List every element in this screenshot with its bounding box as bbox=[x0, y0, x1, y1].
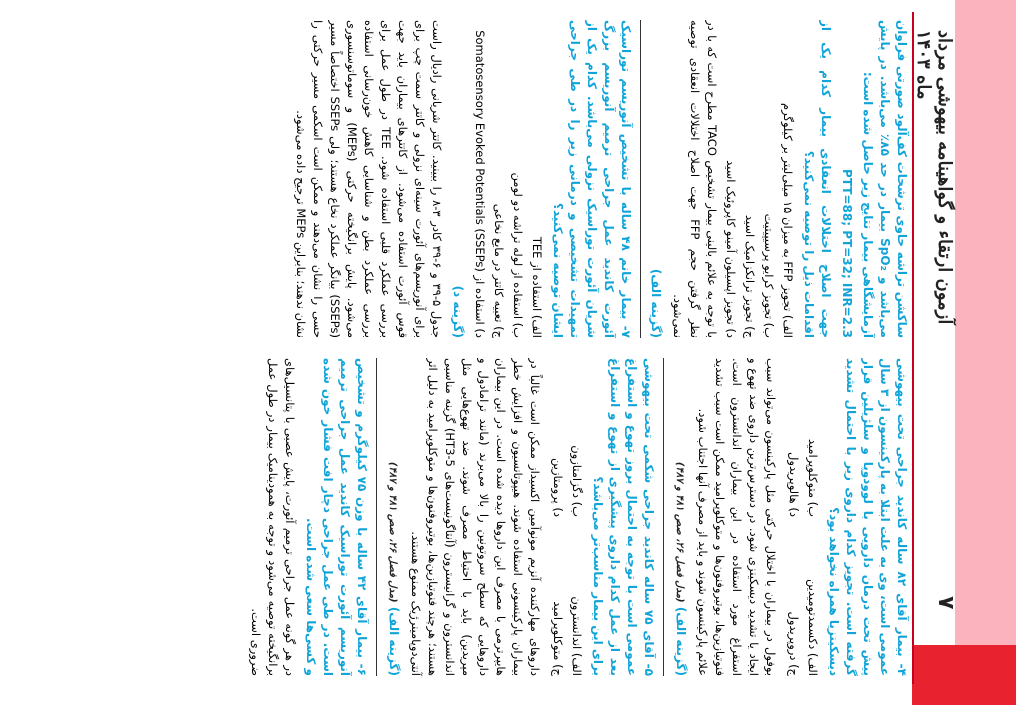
question-3-intro: ساکشن تراشه حاوی ترشحات کف‌آلود صورتی فراوان می‌باشد و SpO₂ بیمار در حد ۸۵٪ می‌باشد. در پایش آزمایشگاهی بیمار نتایج زیر حاصل شده است: bbox=[861, 20, 909, 338]
header-rule bbox=[912, 12, 914, 684]
decorative-corner-block bbox=[912, 645, 1016, 705]
option: ب) تجویز کرایو پرسیپیتیت bbox=[762, 213, 776, 338]
question-5-explanation: داروهای مهارکننده آنزیم مونوآمین اکسیداز ممکن است غالباً در بیماران پارکینسونی استفاده شوند. هیپوتانسیون و افزایش خطر هایپرترمی با مصرف این داروها دیده شده است. در این بیماران داروهایی که سطح سروتونین را بالا می‌برند (مانند ترامادول و مپریدین) باید با احتیاط مصرف شوند. ضد تهوع‌هایی مثل اندانسترون و گرانیسترون (آنتاگونیست‌های 5-HT3) گزینه مناسبی هستند؛ هرچند فنوتیازین‌ها، بوتیروفنون‌ها و متوکلوپرامید به دلیل اثر آنتی‌دوپامینرژیک ممنوع هستند. bbox=[409, 358, 542, 676]
question-7-title: ۷- بیمار خانم ۴۸ ساله با تشخیص آنوریسم توراسیک آئورت کاندید عمل جراحی ترمیم آنوریسم بزرگ شریان آئورت توراسیک نزولی می‌باشد. کدام یک از تمهیدات تشخیصی و درمانی زیر را در طی جراحی ایشان توصیه نمی‌کنید؟ bbox=[551, 20, 633, 338]
column-right bbox=[60, 358, 910, 676]
option: ج) تعبیه کاتتر در مایع نخاعی bbox=[492, 203, 506, 338]
question-5-answer bbox=[383, 358, 403, 676]
question-7-answer: (گزینه د) bbox=[451, 285, 465, 338]
question-3-question: جهت اصلاح اختلالات انعقادی بیمار کدام یک از اقدامات ذیل را توصیه نمی‌کنید؟ bbox=[802, 20, 833, 338]
question-3-options bbox=[722, 20, 796, 338]
question-3-answer: (گزینه الف) bbox=[649, 268, 663, 338]
question-6-text: در هر گونه عمل جراحی ترمیم آئورت، پایش عصبی با پتانسیل‌های برانگیخته توصیه می‌شود و توجه به همودینامیک بیمار در طول عمل ضروری است. bbox=[249, 358, 297, 676]
column-left bbox=[60, 20, 910, 338]
reference: (مدل فصل ۲۶، صص ۴۸۱ و ۴۸۷) bbox=[387, 461, 398, 603]
option: ج) تجویز ترانکزامیک اسید bbox=[743, 214, 757, 338]
reference: (مدل فصل ۲۶، صص ۴۸۱ و ۴۸۷) bbox=[674, 461, 685, 603]
option: الف) تجویز FFP به میزان ۱۵ میلی‌لیتر بر کیلوگرم bbox=[781, 103, 795, 338]
option: الف) استفاده از TEE bbox=[530, 236, 544, 338]
question-7-explanation: جدول ۵-۳۹ و ۶-۳۹ کادر ۳-۸ را ببینید. کاتتر شریانی رادیال راست برای آنوریسم‌های آئورت سینه‌ای نزولی و کاتتر سمت چپ برای قوس آئورت استفاده می‌شود. از کاتترهای بیماران باید جهت بررسی عملکرد قلبی استفاده شود. TEE در طول عمل برای بررسی عملکرد بطن و شناسایی کاهش خون‌رسانی استفاده می‌شود. پایش برانگیخته حرکتی (MEPs) و سوماتوسنسوری (SSEPs) بیانگر عملکرد نخاع هستند؛ ولی SSEPs اختصاصاً مسیر حسی را نشان می‌دهند و ممکن است اسکمی مسیر حرکتی را نشان ندهند؛ بنابراین MEPs ترجیح داده می‌شود. bbox=[294, 20, 444, 338]
option: ج) دروپریدول bbox=[787, 611, 801, 676]
question-4-options bbox=[783, 358, 821, 676]
question-4-explanation: بوفول در بیماران با اختلال حرکتی مثل پارکینسون می‌تواند سبب ایجاد یا تشدید دیسکینزی شود. در دسترس‌ترین داروی ضد تهوع و استفراغ مورد استفاده در این بیماران اندانسترون است. فنوتیازین‌ها، بوتیروفنون‌ها و متوکلوپرامید ممکن است سبب تشدید علائم پارکینسون شوند و باید از مصرف آنها اجتناب شود. bbox=[696, 358, 778, 676]
question-6-title: ۶- بیمار آقای ۴۲ ساله با وزن ۷۵ کیلوگرم و تشخیص آنوریسم آئورت توراسیک کاندید عمل جراحی ترمیم است. در طی عمل جراحی دچار افت فشار خون شده و کسی‌ها سعی شده است. bbox=[304, 358, 369, 676]
option: ب) استفاده از لوله تراشه دو لومن bbox=[511, 172, 525, 338]
page-number: ۷ bbox=[933, 596, 958, 610]
decorative-edge-band bbox=[955, 0, 1016, 645]
question-7-options bbox=[471, 20, 545, 338]
divider bbox=[663, 358, 664, 676]
option: الف) دکسمدتومیدین bbox=[806, 578, 820, 676]
answer-label: (گزینه الف) bbox=[387, 606, 401, 676]
rotated-content bbox=[60, 12, 910, 684]
option: د) هالوپریدول bbox=[787, 452, 801, 517]
question-4-title: ۴- بیمار آقای ۸۲ ساله کاندید جراحی تحت بیهوشی عمومی است، وی به علت ابتلا به پارکینسون از ۳ سال پیش تحت درمان دارویی با لوودوپا و سلژیلین قرار گرفته است. تجویز کدام داروی زیر با احتمال تشدید دیسکینزیا همراه نخواهد بود؟ bbox=[827, 358, 909, 676]
page-body bbox=[60, 12, 910, 684]
running-header: آزمون ارتقاء و گواهینامه بیهوشی مرداد ماه ۱۴۰۳ bbox=[913, 30, 955, 325]
option: ب) متوکلوپرامید bbox=[806, 438, 820, 517]
divider bbox=[376, 358, 377, 676]
option: د) استفاده از Somatosensory Evoked Potentials (SSEPs) bbox=[473, 30, 487, 338]
option: ب) دگزامتازون bbox=[570, 445, 584, 517]
question-3-explanation: با توجه به علائم بالینی بیمار تشخیص TACO مطرح است که با در نظر گرفتن حجم FFP جهت اصلاح اختلالات انعقادی توصیه نمی‌شود. bbox=[671, 20, 719, 338]
option: د) پرومتازین bbox=[551, 457, 565, 517]
lab-values: PTT=88; PT=32; INR=2.3 bbox=[840, 169, 854, 338]
option: الف) اندانسترون bbox=[570, 596, 584, 676]
option: د) تجویز اپسیلون آمینو کاپروئیک اسید bbox=[724, 160, 738, 338]
question-5-options bbox=[547, 358, 585, 676]
question-5-title: ۵- آقای ۷۵ ساله کاندید جراحی شکمی تحت بیهوشی عمومی است با توجه به احتمال بروز تهوع و استفراغ بعد از عمل کدام داروی پیشگیری از تهوع و استفراغ برای این بیمار مناسب‌تر می‌باشد؟ bbox=[591, 358, 656, 676]
question-4-answer bbox=[670, 358, 690, 676]
option: ج) متوکلوپرامید bbox=[551, 601, 565, 676]
divider bbox=[640, 20, 641, 338]
answer-label: (گزینه الف) bbox=[674, 606, 688, 676]
